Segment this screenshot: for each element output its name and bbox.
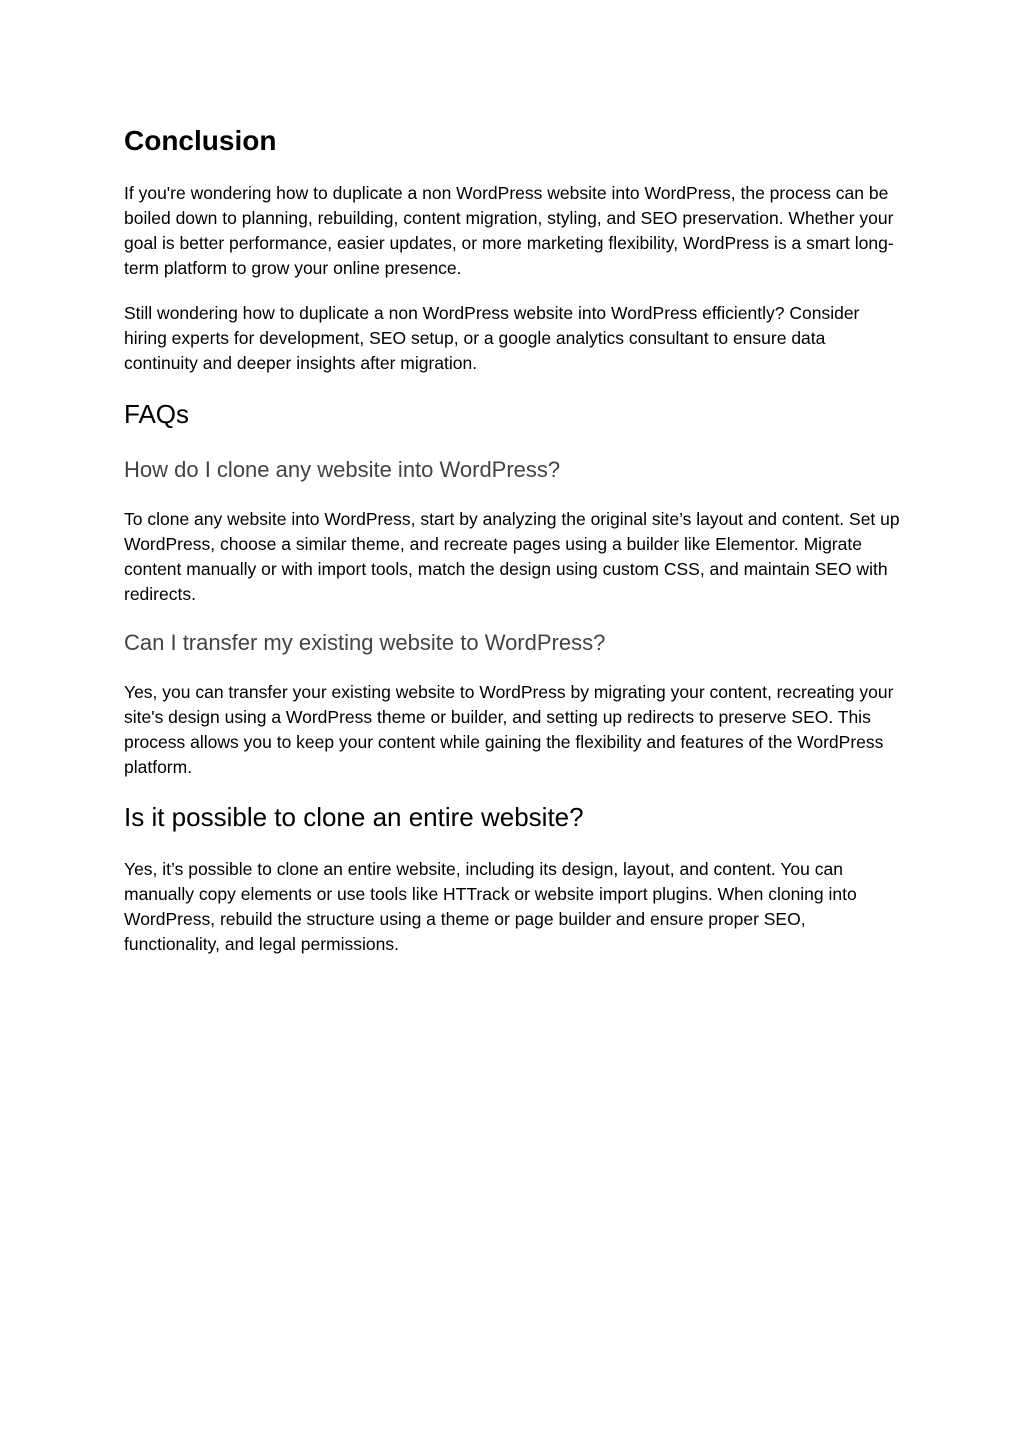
faq-answer-2: Yes, you can transfer your existing website to WordPress by migrating your content, recreating your site's design using a WordPress theme or builder, and setting up redirects to preserve SEO. This process allows you to keep your content while gaining the flexibility and features of the WordPress platform.	[124, 682, 894, 777]
conclusion-paragraph-1: If you're wondering how to duplicate a non WordPress website into WordPress, the process can be boiled down to planning, rebuilding, content migration, styling, and SEO preservation. Whether your goal is better performance, easier updates, or more marketing flexibility, WordPress is a smart long-term platform to grow your online presence.	[124, 183, 894, 278]
faqs-heading: FAQs	[124, 399, 190, 429]
clone-website-answer: Yes, it’s possible to clone an entire website, including its design, layout, and content. You can manually copy elements or use tools like HTTrack or website import plugins. When cloning into WordPress, rebuild the structure using a theme or page builder and ensure proper SEO, functionality, and legal permissions.	[124, 859, 857, 954]
faq-question-1: How do I clone any website into WordPress?	[124, 457, 561, 482]
faq-answer-1: To clone any website into WordPress, start by analyzing the original site’s layout and content. Set up WordPress, choose a similar theme, and recreate pages using a builder like Elementor. Migrate content manually or with import tools, match the design using custom CSS, and maintain SEO with redirects.	[124, 509, 900, 604]
faq-question-2: Can I transfer my existing website to WordPress?	[124, 630, 606, 655]
clone-website-heading: Is it possible to clone an entire website?	[124, 802, 584, 832]
conclusion-paragraph-2: Still wondering how to duplicate a non WordPress website into WordPress efficiently? Consider hiring experts for development, SEO setup, or a google analytics consultant to ensure data continuity and deeper insights after migration.	[124, 303, 860, 373]
conclusion-heading: Conclusion	[124, 125, 277, 156]
